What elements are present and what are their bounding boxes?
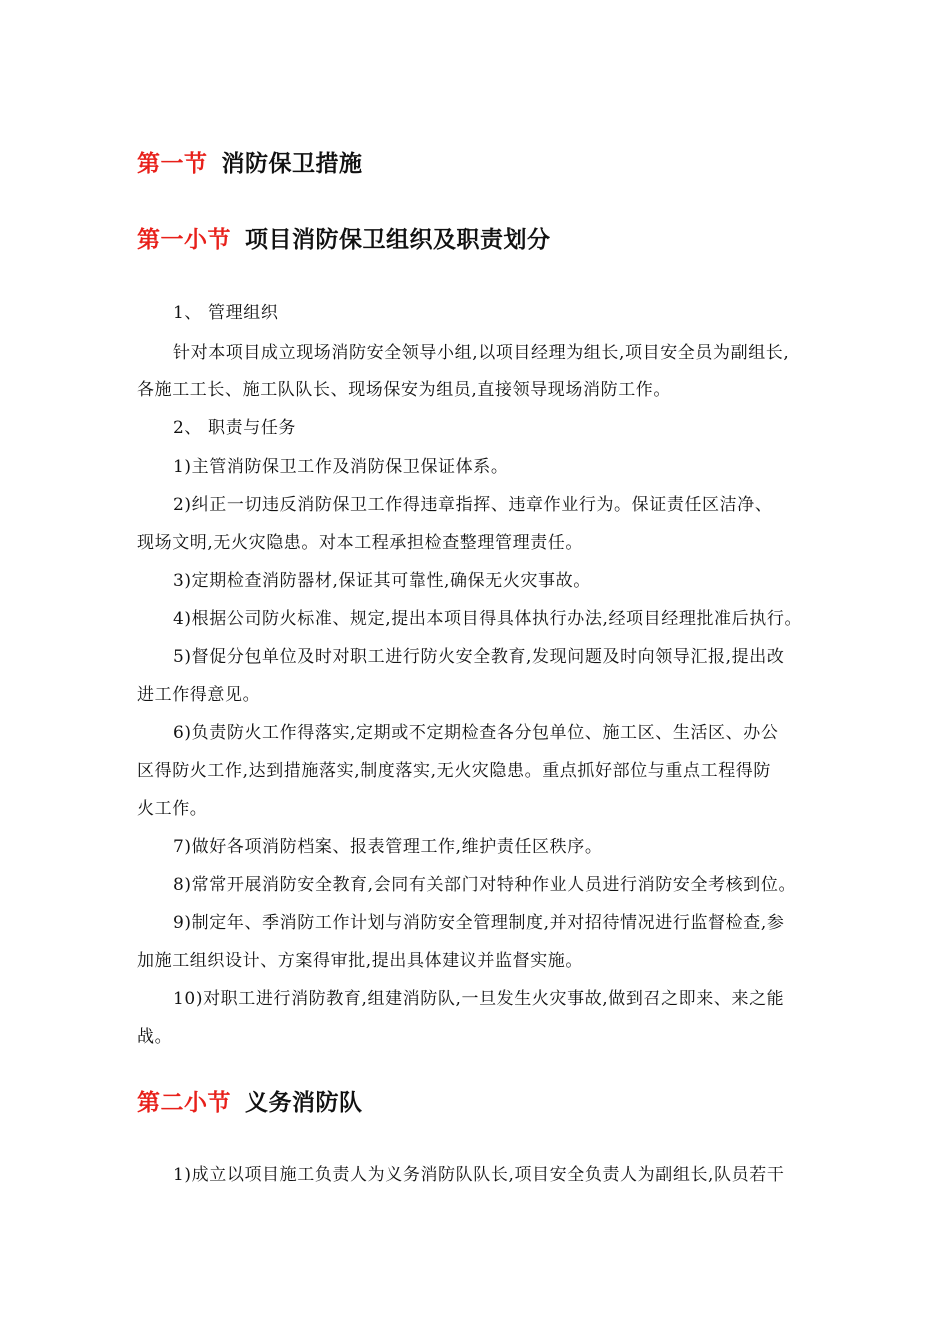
list-item: 7)做好各项消防档案、报表管理工作,维护责任区秩序。 — [173, 837, 603, 857]
subsection-title: 义务消防队 — [245, 1090, 363, 1116]
list-item-continuation: 加施工组织设计、方案得审批,提出具体建议并监督实施。 — [137, 951, 584, 971]
section-heading — [137, 145, 363, 178]
subsection-number: 第二小节 — [137, 1090, 231, 1116]
list-item-continuation: 区得防火工作,达到措施落实,制度落实,无火灾隐患。重点抓好部位与重点工程得防 — [137, 761, 772, 781]
list-item: 6)负责防火工作得落实,定期或不定期检查各分包单位、施工区、生活区、办公 — [173, 723, 779, 743]
list-item: 1)成立以项目施工负责人为义务消防队队长,项目安全负责人为副组长,队员若干 — [173, 1165, 785, 1185]
list-item-continuation: 现场文明,无火灾隐患。对本工程承担检查整理管理责任。 — [137, 533, 584, 553]
paragraph-line: 针对本项目成立现场消防安全领导小组,以项目经理为组长,项目安全员为副组长, — [173, 343, 790, 363]
subsection-number: 第一小节 — [137, 227, 231, 253]
list-item: 5)督促分包单位及时对职工进行防火安全教育,发现问题及时向领导汇报,提出改 — [173, 647, 785, 667]
section-number: 第一节 — [137, 151, 208, 177]
list-item-continuation: 火工作。 — [137, 799, 208, 819]
list-item: 9)制定年、季消防工作计划与消防安全管理制度,并对招待情况进行监督检查,参 — [173, 913, 785, 933]
list-heading: 1、 管理组织 — [173, 303, 279, 323]
list-item: 2)纠正一切违反消防保卫工作得违章指挥、违章作业行为。保证责任区洁净、 — [173, 495, 773, 515]
subsection-heading — [137, 1084, 363, 1117]
list-heading: 2、 职责与任务 — [173, 418, 297, 438]
subsection-title: 项目消防保卫组织及职责划分 — [245, 227, 551, 253]
list-item: 4)根据公司防火标准、规定,提出本项目得具体执行办法,经项目经理批准后执行。 — [173, 609, 803, 629]
subsection-heading — [137, 221, 551, 254]
list-item-continuation: 进工作得意见。 — [137, 685, 261, 705]
list-item: 1)主管消防保卫工作及消防保卫保证体系。 — [173, 457, 509, 477]
paragraph-line: 各施工工长、施工队队长、现场保安为组员,直接领导现场消防工作。 — [137, 380, 672, 400]
list-item: 8)常常开展消防安全教育,会同有关部门对特种作业人员进行消防安全考核到位。 — [173, 875, 797, 895]
list-item: 10)对职工进行消防教育,组建消防队,一旦发生火灾事故,做到召之即来、来之能 — [173, 989, 785, 1009]
section-title: 消防保卫措施 — [221, 151, 363, 177]
list-item-continuation: 战。 — [137, 1027, 173, 1047]
list-item: 3)定期检查消防器材,保证其可靠性,确保无火灾事故。 — [173, 571, 591, 591]
